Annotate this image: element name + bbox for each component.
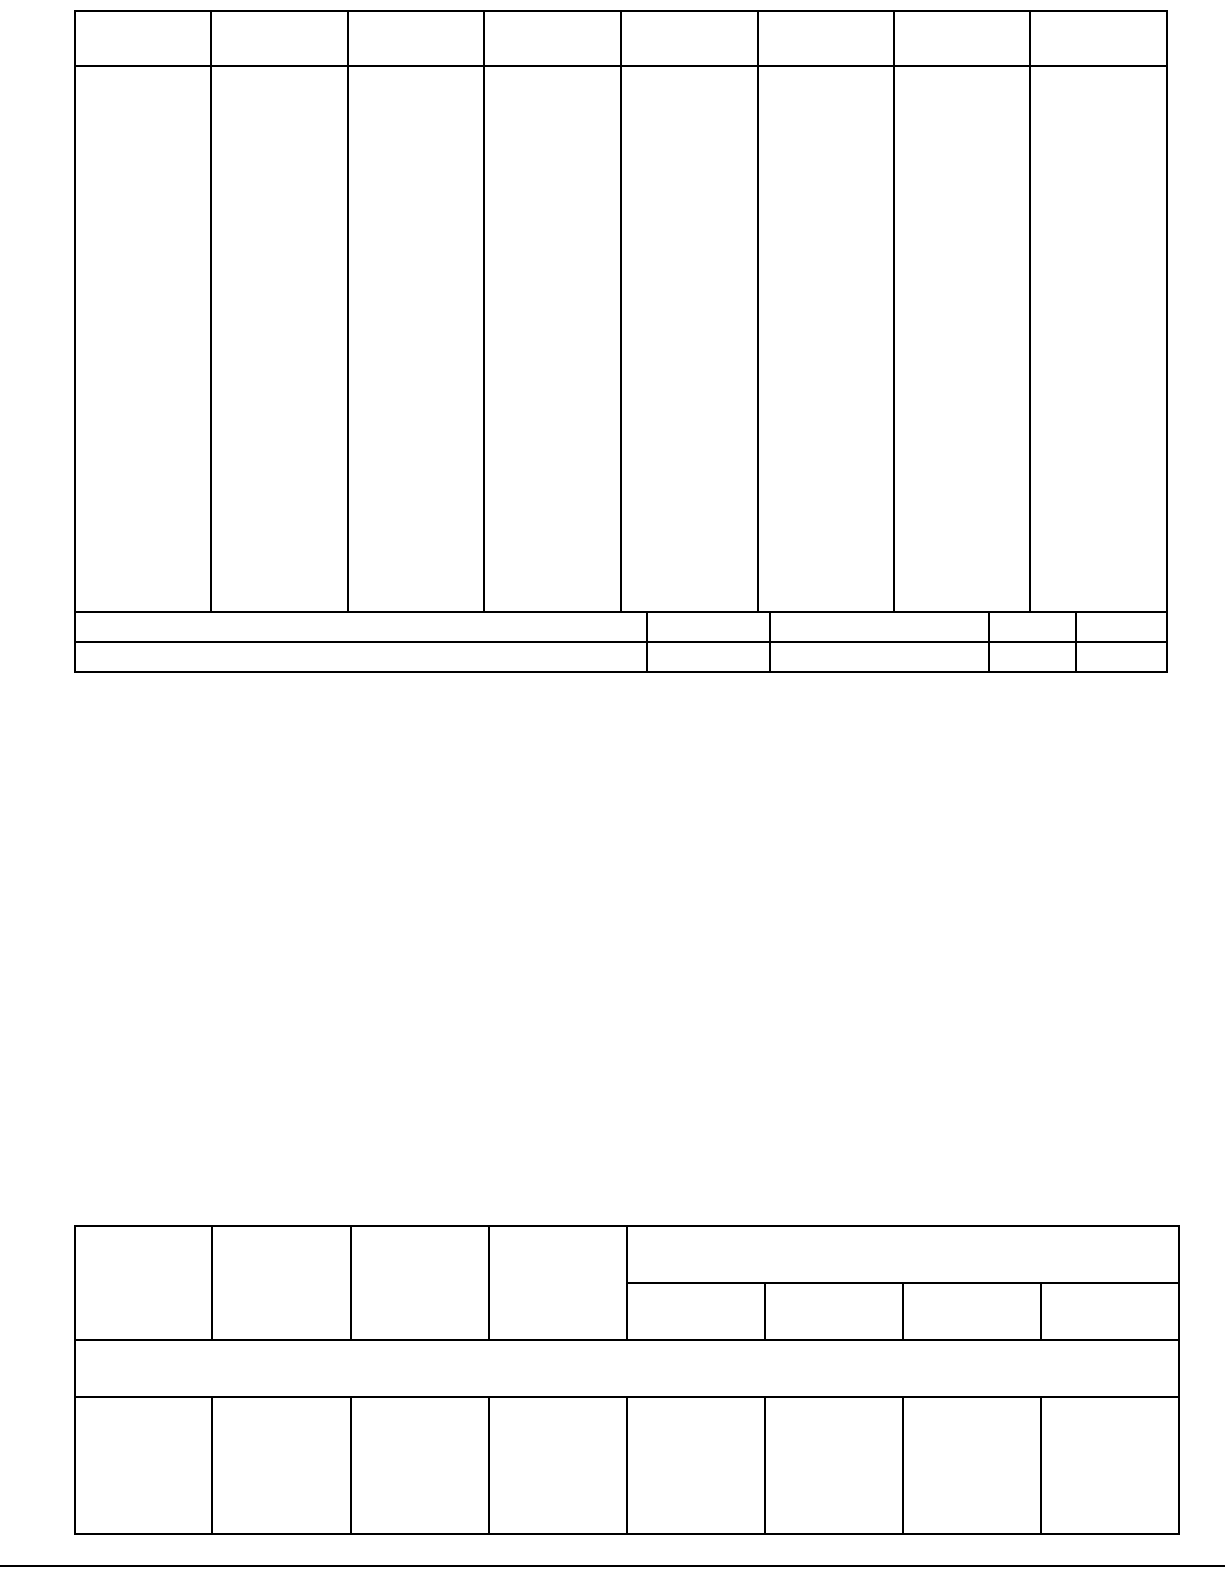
table-bottom xyxy=(75,1226,1179,1534)
table-top xyxy=(75,11,1167,672)
